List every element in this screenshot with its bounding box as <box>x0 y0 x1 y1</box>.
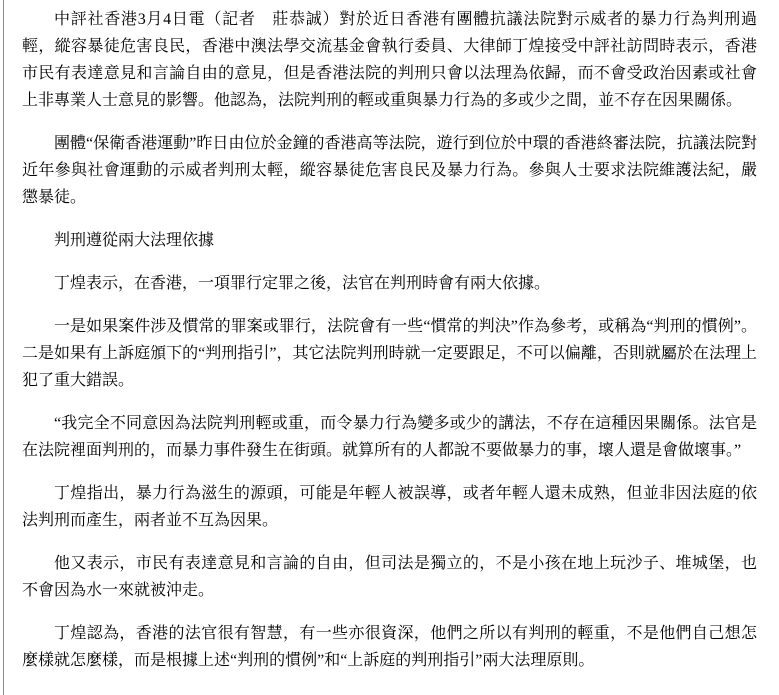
article-body <box>22 6 757 690</box>
section-subheading: 判刑遵從兩大法理依據 <box>54 232 215 249</box>
article-paragraph: 團體“保衛香港運動”昨日由位於金鐘的香港高等法院，遊行到位於中環的香港終審法院，抗議法院對近年參與社會運動的示威者判刑太輕，縱容暴徒危害良民及暴力行為。參與人士要求法院維護法紀，嚴懲暴徒。 <box>22 135 757 206</box>
article-paragraph: 丁煌表示，在香港，一項罪行定罪之後，法官在判刑時會有兩大依據。 <box>54 275 551 292</box>
left-border-rule <box>3 0 4 695</box>
article-paragraph: 丁煌指出，暴力行為滋生的源頭，可能是年輕人被誤導，或者年輕人還未成熟，但並非因法庭的依法判刑而產生，兩者並不互為因果。 <box>22 485 757 529</box>
article-paragraph: 丁煌認為，香港的法官很有智慧，有一些亦很資深，他們之所以有判刑的輕重，不是他們自己想怎麼樣就怎麼樣，而是根據上述“判刑的慣例”和“上訴庭的判刑指引”兩大法理原則。 <box>22 625 757 669</box>
article-paragraph: 他又表示，市民有表達意見和言論的自由，但司法是獨立的，不是小孩在地上玩沙子、堆城堡，也不會因為水一來就被沖走。 <box>22 555 757 599</box>
article-paragraph: “我完全不同意因為法院判刑輕或重，而令暴力行為變多或少的講法，不存在這種因果關係。法官是在法院裡面判刑的，而暴力事件發生在街頭。就算所有的人都說不要做暴力的事，壞人還是會做壞事。” <box>22 415 757 459</box>
article-paragraph: 一是如果案件涉及慣常的罪案或罪行，法院會有一些“慣常的判決”作為參考，或稱為“判刑的慣例”。二是如果有上訴庭頒下的“判刑指引”，其它法院判刑時就一定要跟足，不可以偏離，否則就屬於在法理上犯了重大錯誤。 <box>22 318 757 389</box>
article-paragraph: 中評社香港3月4日電（記者 莊恭誠）對於近日香港有團體抗議法院對示威者的暴力行為判刑過輕，縱容暴徒危害良民，香港中澳法學交流基金會執行委員、大律師丁煌接受中評社訪問時表示，香港市民有表達意見和言論自由的意見，但是香港法院的判刑只會以法理為依歸，而不會受政治因素或社會上非專業人士意見的影響。他認為，法院判刑的輕或重與暴力行為的多或少之間，並不存在因果關係。 <box>22 11 757 109</box>
